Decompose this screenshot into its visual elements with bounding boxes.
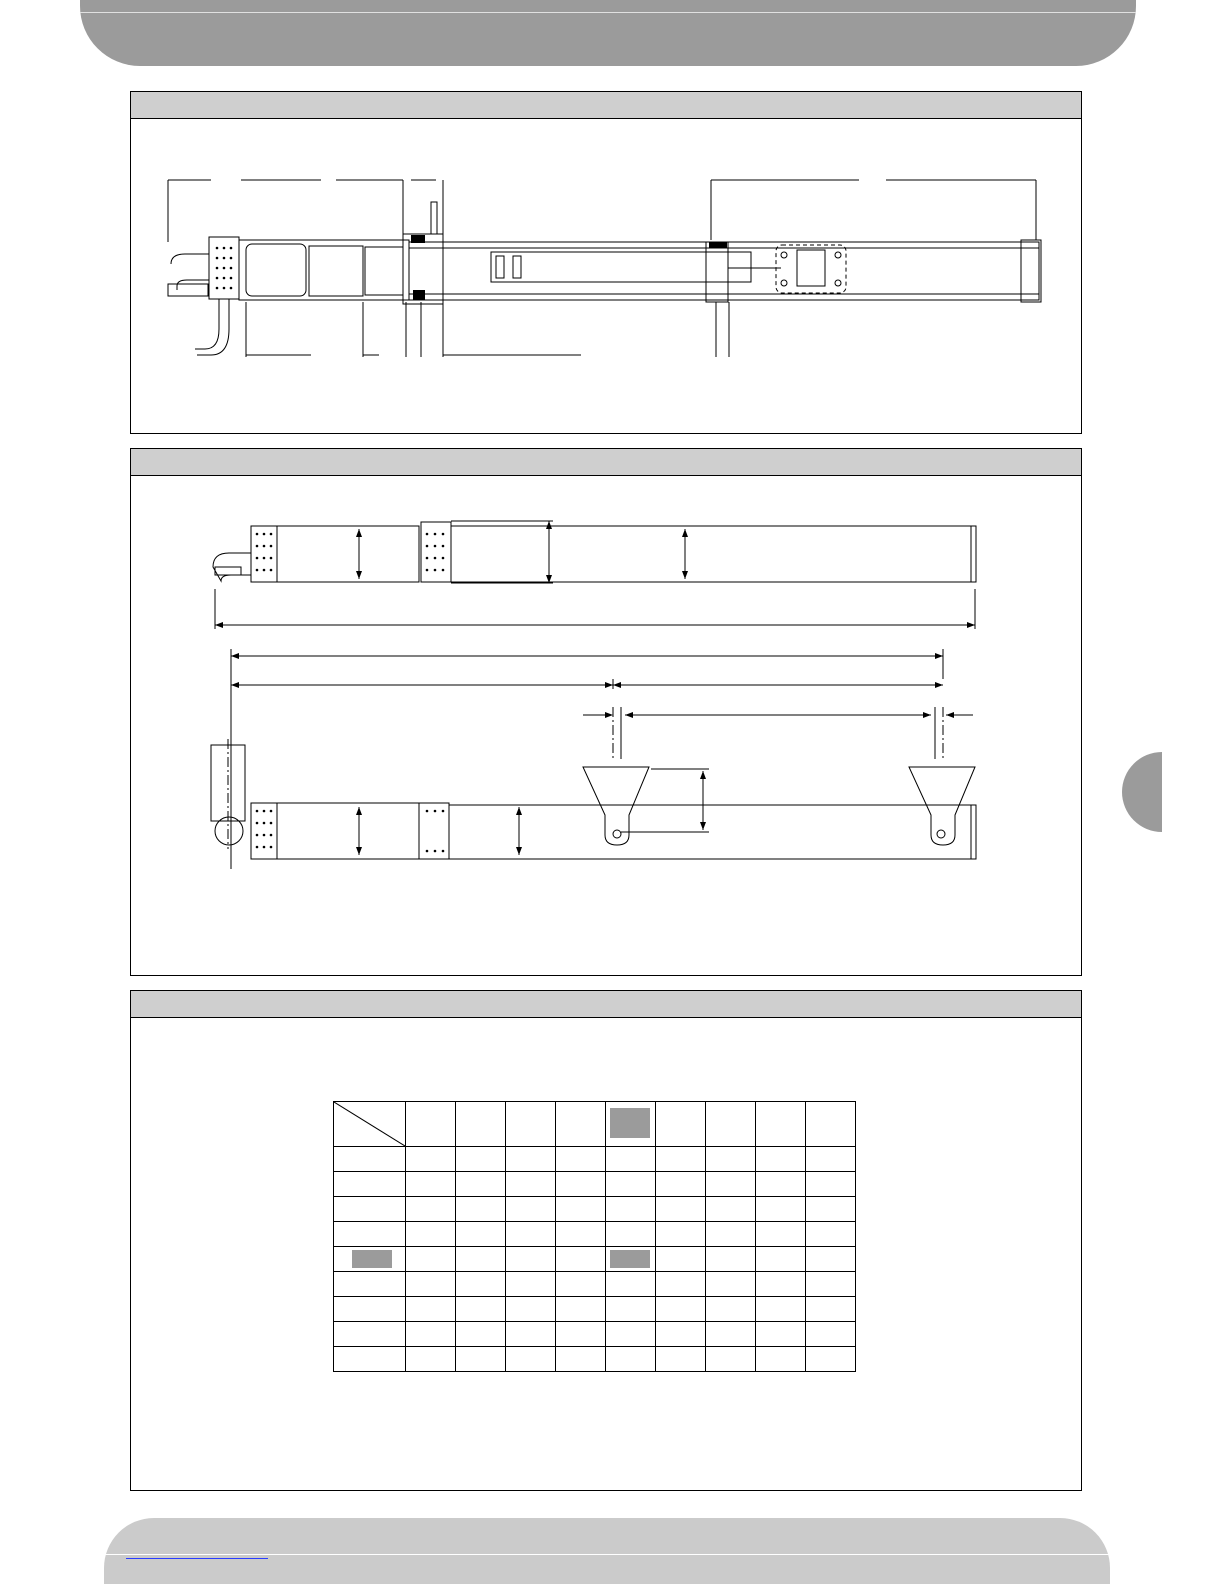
table-cell bbox=[334, 1247, 406, 1272]
section-table bbox=[130, 990, 1082, 1491]
table-cell bbox=[556, 1147, 606, 1172]
table-cell bbox=[456, 1297, 506, 1322]
table-cell bbox=[406, 1172, 456, 1197]
table-cell bbox=[656, 1102, 706, 1147]
table-cell bbox=[706, 1347, 756, 1372]
table-row bbox=[334, 1247, 856, 1272]
table-cell bbox=[806, 1222, 856, 1247]
bottom-banner-rule bbox=[104, 1554, 1110, 1555]
table-row bbox=[334, 1272, 856, 1297]
table-cell bbox=[756, 1147, 806, 1172]
table-cell bbox=[556, 1197, 606, 1222]
shaded-cell-marker bbox=[610, 1250, 650, 1268]
table-cell bbox=[556, 1347, 606, 1372]
table-cell bbox=[806, 1247, 856, 1272]
table-cell bbox=[706, 1222, 756, 1247]
table-cell bbox=[556, 1272, 606, 1297]
top-banner-rule bbox=[80, 12, 1136, 13]
table-cell bbox=[506, 1347, 556, 1372]
table-cell bbox=[456, 1172, 506, 1197]
table-cell bbox=[334, 1147, 406, 1172]
table-row bbox=[334, 1102, 856, 1147]
table-cell bbox=[806, 1147, 856, 1172]
section-cross-section bbox=[130, 91, 1082, 434]
table-cell bbox=[706, 1147, 756, 1172]
table-cell bbox=[406, 1247, 456, 1272]
table-cell bbox=[456, 1247, 506, 1272]
table-cell bbox=[334, 1172, 406, 1197]
table-cell bbox=[706, 1172, 756, 1197]
table-cell bbox=[556, 1247, 606, 1272]
dimension-drawing bbox=[131, 449, 1081, 975]
table-row bbox=[334, 1222, 856, 1247]
table-cell bbox=[706, 1297, 756, 1322]
chapter-tab bbox=[1122, 752, 1162, 832]
table-row bbox=[334, 1347, 856, 1372]
table-cell bbox=[756, 1347, 806, 1372]
table-cell bbox=[706, 1322, 756, 1347]
table-cell bbox=[806, 1272, 856, 1297]
table-cell bbox=[806, 1297, 856, 1322]
table-cell bbox=[334, 1102, 406, 1147]
table-cell bbox=[606, 1347, 656, 1372]
footer-link[interactable] bbox=[126, 1558, 268, 1559]
table-cell bbox=[334, 1322, 406, 1347]
spec-table bbox=[333, 1101, 856, 1372]
table-cell bbox=[406, 1147, 456, 1172]
table-cell bbox=[656, 1347, 706, 1372]
table-cell bbox=[756, 1247, 806, 1272]
table-cell bbox=[706, 1102, 756, 1147]
table-cell bbox=[334, 1222, 406, 1247]
table-row bbox=[334, 1147, 856, 1172]
table-cell bbox=[406, 1322, 456, 1347]
table-cell bbox=[506, 1272, 556, 1297]
table-cell bbox=[506, 1172, 556, 1197]
table-cell bbox=[656, 1297, 706, 1322]
table-cell bbox=[806, 1102, 856, 1147]
table-cell bbox=[556, 1322, 606, 1347]
table-cell bbox=[656, 1272, 706, 1297]
table-cell bbox=[806, 1172, 856, 1197]
table-cell bbox=[406, 1102, 456, 1147]
table-cell bbox=[506, 1102, 556, 1147]
table-cell bbox=[456, 1222, 506, 1247]
table-cell bbox=[806, 1197, 856, 1222]
shaded-cell-marker bbox=[610, 1108, 650, 1138]
table-cell bbox=[656, 1322, 706, 1347]
shaded-cell-marker bbox=[352, 1250, 392, 1268]
table-cell bbox=[406, 1347, 456, 1372]
table-cell bbox=[406, 1222, 456, 1247]
table-cell bbox=[406, 1297, 456, 1322]
table-cell bbox=[456, 1147, 506, 1172]
table-cell bbox=[606, 1172, 656, 1197]
table-cell bbox=[456, 1102, 506, 1147]
table-cell bbox=[556, 1222, 606, 1247]
table-cell bbox=[656, 1147, 706, 1172]
table-cell bbox=[334, 1197, 406, 1222]
table-cell bbox=[334, 1272, 406, 1297]
table-cell bbox=[806, 1347, 856, 1372]
table-cell bbox=[756, 1297, 806, 1322]
cross-section-drawing bbox=[131, 92, 1081, 433]
table-cell bbox=[606, 1322, 656, 1347]
table-cell bbox=[334, 1347, 406, 1372]
table-cell bbox=[656, 1222, 706, 1247]
table-cell bbox=[334, 1297, 406, 1322]
table-cell bbox=[506, 1322, 556, 1347]
table-cell bbox=[506, 1297, 556, 1322]
table-cell bbox=[506, 1147, 556, 1172]
table-cell bbox=[456, 1347, 506, 1372]
table-cell bbox=[556, 1102, 606, 1147]
table-cell bbox=[556, 1172, 606, 1197]
table-row bbox=[334, 1322, 856, 1347]
table-cell bbox=[556, 1297, 606, 1322]
table-cell bbox=[656, 1247, 706, 1272]
table-cell bbox=[706, 1272, 756, 1297]
top-banner bbox=[80, 0, 1136, 66]
table-cell bbox=[756, 1197, 806, 1222]
table-cell bbox=[506, 1197, 556, 1222]
table-cell bbox=[456, 1197, 506, 1222]
table-cell bbox=[606, 1102, 656, 1147]
table-row bbox=[334, 1172, 856, 1197]
table-row bbox=[334, 1197, 856, 1222]
table-cell bbox=[756, 1322, 806, 1347]
table-cell bbox=[656, 1197, 706, 1222]
table-cell bbox=[706, 1247, 756, 1272]
table-cell bbox=[406, 1197, 456, 1222]
table-cell bbox=[456, 1272, 506, 1297]
table-cell bbox=[606, 1222, 656, 1247]
table-cell bbox=[756, 1172, 806, 1197]
table-cell bbox=[756, 1222, 806, 1247]
table-cell bbox=[606, 1197, 656, 1222]
table-cell bbox=[606, 1247, 656, 1272]
table-row bbox=[334, 1297, 856, 1322]
diagonal-line bbox=[334, 1102, 405, 1146]
table-cell bbox=[806, 1322, 856, 1347]
table-cell bbox=[456, 1322, 506, 1347]
section-header bbox=[131, 991, 1081, 1018]
table-cell bbox=[506, 1247, 556, 1272]
table-cell bbox=[506, 1222, 556, 1247]
table-cell bbox=[706, 1197, 756, 1222]
table-cell bbox=[406, 1272, 456, 1297]
table-cell bbox=[606, 1297, 656, 1322]
table-cell bbox=[606, 1272, 656, 1297]
section-dimensions bbox=[130, 448, 1082, 976]
table-cell bbox=[756, 1102, 806, 1147]
table-cell bbox=[606, 1147, 656, 1172]
table-cell bbox=[656, 1172, 706, 1197]
bottom-banner bbox=[104, 1518, 1110, 1584]
table-cell bbox=[756, 1272, 806, 1297]
